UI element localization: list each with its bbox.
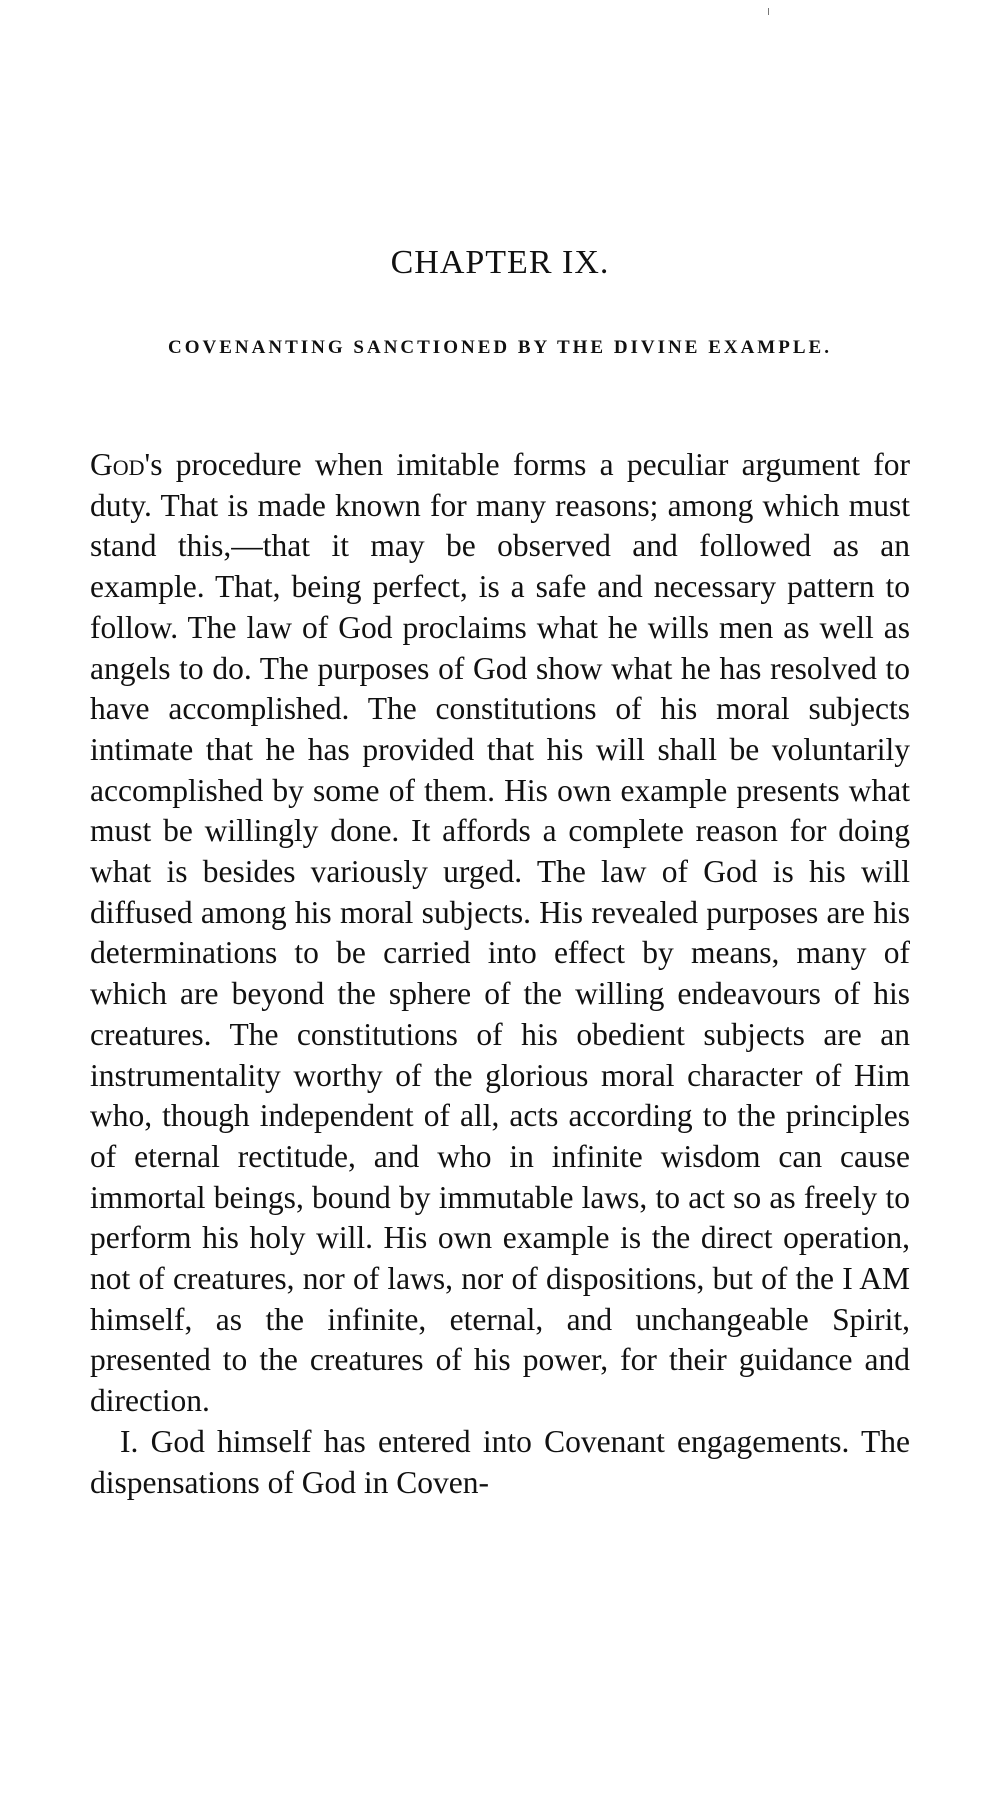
paragraph-1 [90, 445, 910, 1422]
paragraph-2: I. God himself has entered into Covenant engagements. The dispensations of God in Coven- [90, 1423, 910, 1500]
scan-mark [768, 8, 769, 15]
chapter-subtitle: COVENANTING SANCTIONED BY THE DIVINE EXAMPLE. [168, 337, 832, 358]
paragraph-1-lead-word: God [90, 447, 145, 482]
paragraph-1-text: 's procedure when imitable forms a peculiar argument for duty. That is made known for many reasons; among which must stand this,—that it may be observed and followed as an example. That, being perfect, is a safe and necessary pattern to follow. The law of God proclaims what he wills men as well as angels to do. The purposes of God show what he has resolved to have accomplished. The constitutions of his moral subjects intimate that he has provided that his will shall be voluntarily accomplished by some of them. His own example presents what must be willingly done. It affords a complete reason for doing what is besides variously urged. The law of God is his will diffused among his moral subjects. His revealed purposes are his determinations to be carried into effect by means, many of which are beyond the sphere of the willing endeavours of his creatures. The constitutions of his obedient subjects are an instrumentality worthy of the glorious moral character of Him who, though independent of all, acts according to the principles of eternal rectitude, and who in infinite wisdom can cause immortal beings, bound by immutable laws, to act so as freely to perform his holy will. His own example is the direct operation, not of creatures, nor of laws, nor of dispositions, but of the I AM himself, as the infinite, eternal, and unchangeable Spirit, presented to the creatures of his power, for their guidance and direction. [90, 447, 910, 1419]
chapter-body [90, 445, 910, 1503]
chapter-heading: CHAPTER IX. [390, 244, 610, 281]
